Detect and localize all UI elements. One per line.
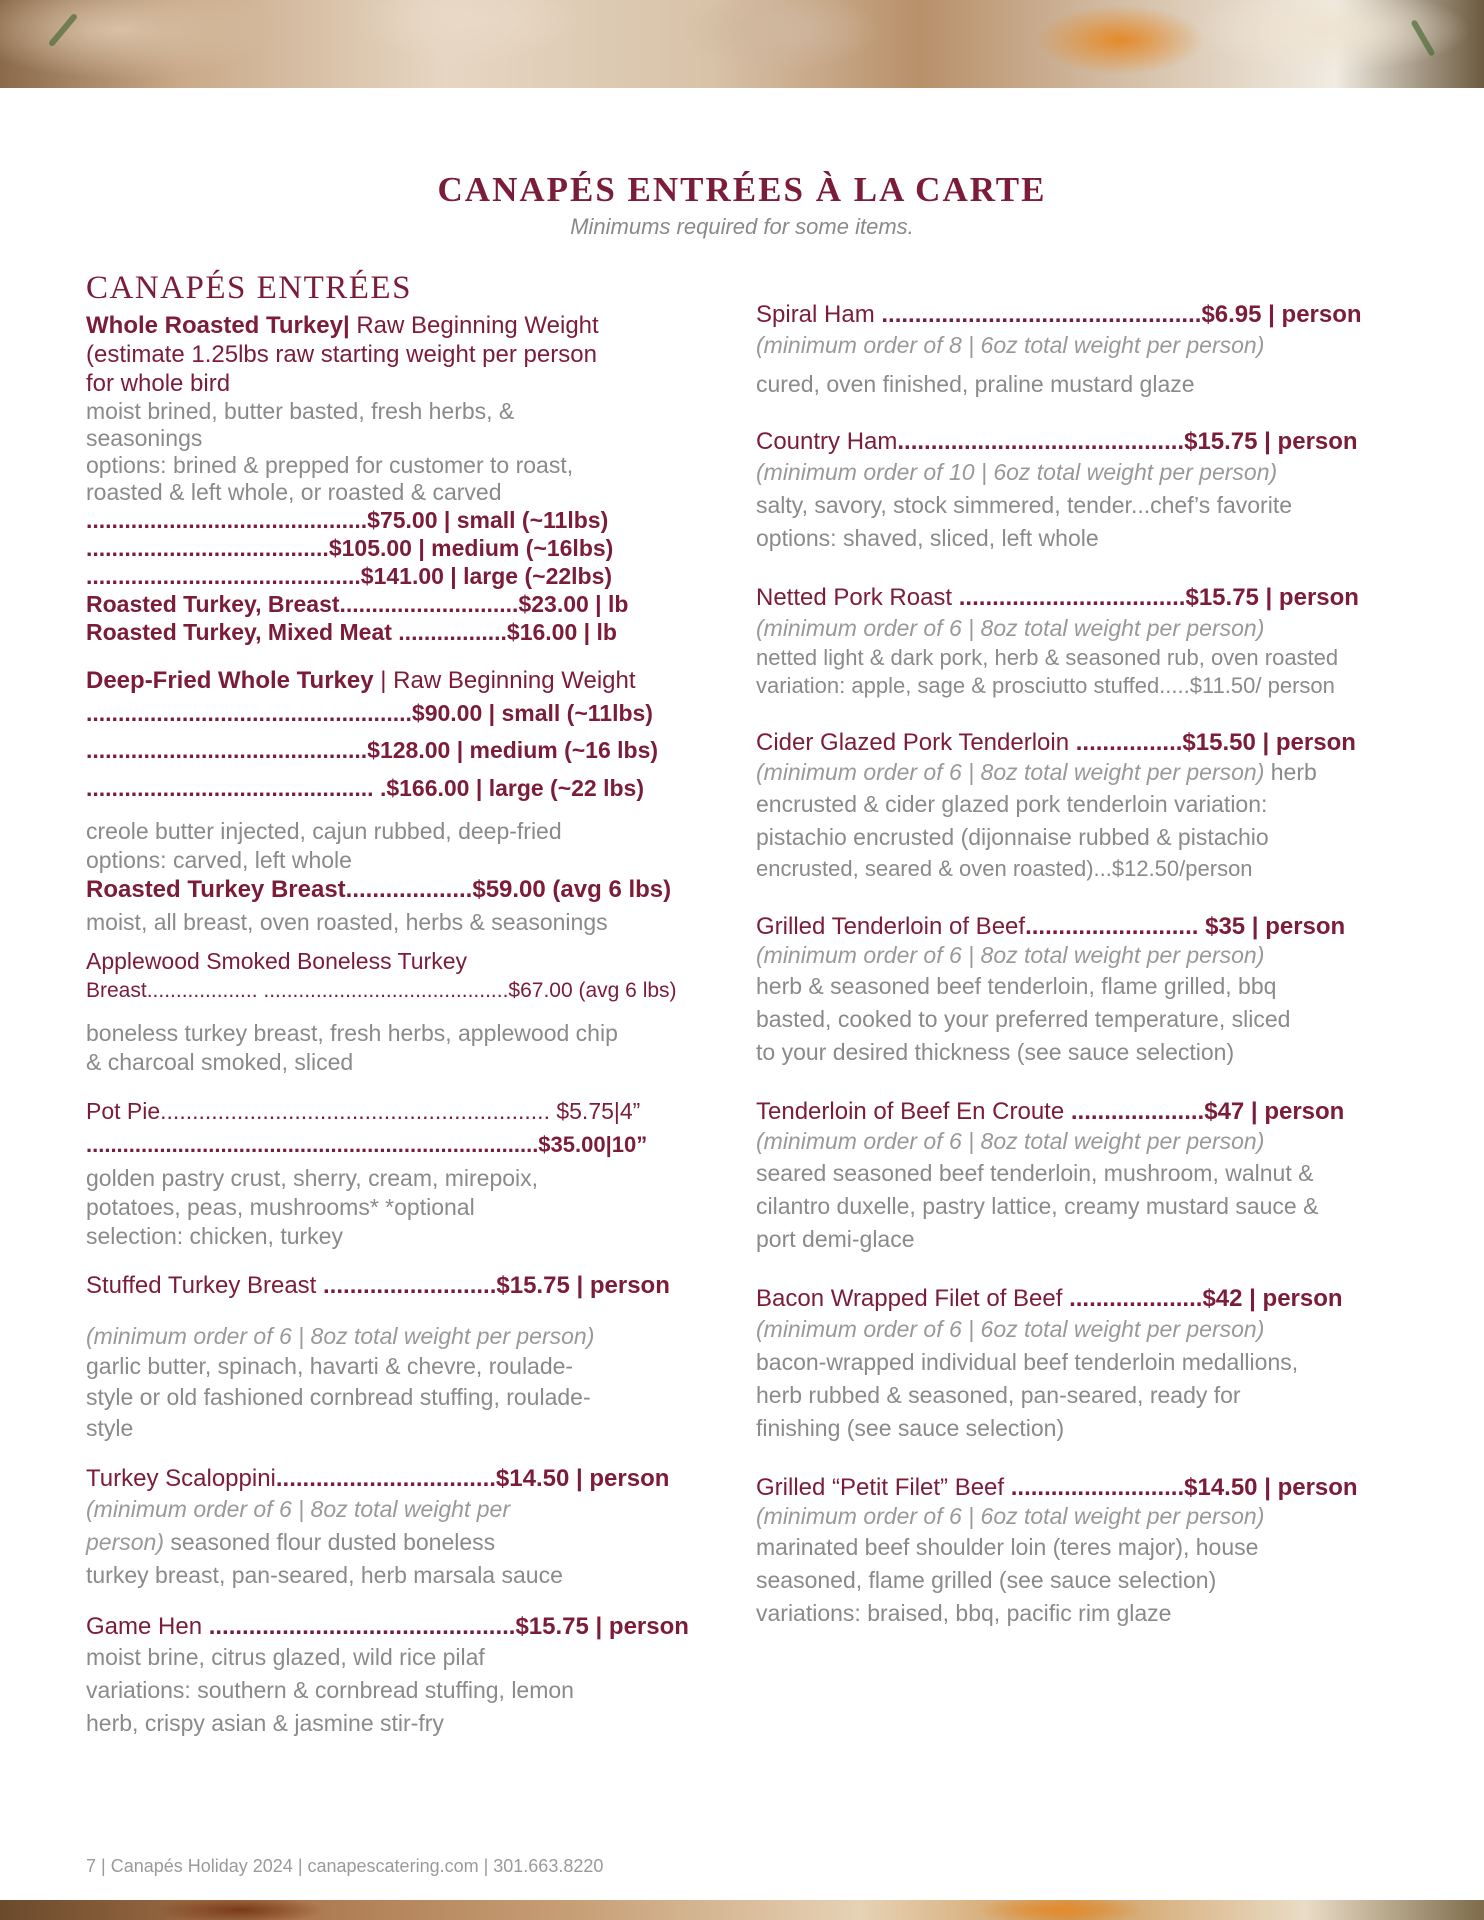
left-column	[86, 270, 726, 1740]
rosemary-sprig-icon	[1410, 19, 1435, 57]
menu-item-spiral-ham: Spiral Ham ................................................$6.95 | person (minimum order of 8 | 6oz total weight per person) cured, oven finished, praline mustard glaze	[756, 301, 1362, 397]
page-title: CANAPÉS ENTRÉES À LA CARTE	[437, 170, 1047, 209]
price-small: ............................................$75.00 | small (~11lbs)	[86, 507, 609, 533]
item-name: Country Ham	[756, 428, 898, 455]
menu-item-beef-en-croute: Tenderloin of Beef En Croute ....................$47 | person (minimum order of 6 | 8oz total weight per person) seared seasoned beef tenderloin, mushroom, walnut & cilantro duxelle, pastry lattice, creamy mustard sauce & port demi-glace	[756, 1098, 1345, 1252]
item-name: Netted Pork Roast	[756, 584, 959, 611]
item-name: Whole Roasted Turkey	[86, 312, 343, 339]
menu-item-stuffed-turkey-breast: Stuffed Turkey Breast ..........................$15.75 | person (minimum order of 6 | 8oz total weight per person) garlic butter, spinach, havarti & chevre, roulade- style or old fashioned cornbread stuffing, roulade- style	[86, 1272, 670, 1441]
menu-item-roasted-turkey-breast: Roasted Turkey Breast...................$59.00 (avg 6 lbs) moist, all breast, oven roasted, herbs & seasonings	[86, 876, 672, 935]
item-name: Roasted Turkey Breast	[86, 876, 346, 903]
menu-item-country-ham: Country Ham...........................................$15.75 | person (minimum order of 10 | 6oz total weight per person) salty, savory, stock simmered, tender...chef’s favorite options: shaved, sliced, left whole	[756, 428, 1358, 551]
menu-item-turkey-scaloppini: Turkey Scaloppini.................................$14.50 | person (minimum order of 6 | 8oz total weight per person) seasoned flour dusted boneless turkey breast, pan-seared, herb marsala sauce	[86, 1465, 670, 1588]
item-name: Grilled “Petit Filet” Beef	[756, 1474, 1011, 1501]
item-name: Deep-Fried Whole Turkey	[86, 667, 374, 694]
price-large: ...........................................$141.00 | large (~22lbs)	[86, 563, 613, 589]
page-footer: 7 | Canapés Holiday 2024 | canapescatering.com | 301.663.8220	[86, 1856, 604, 1876]
section-heading: CANAPÉS ENTRÉES	[86, 270, 412, 306]
menu-item-game-hen: Game Hen ..............................................$15.75 | person moist brine, citrus glazed, wild rice pilaf variations: southern & cornbread stuffing, lemon herb, crispy asian & jasmine stir-fry	[86, 1613, 689, 1736]
menu-item-netted-pork-roast: Netted Pork Roast ..................................$15.75 | person (minimum order of 6 | 8oz total weight per person) netted light & dark pork, herb & seasoned rub, oven roasted variation: apple, sage & prosciutto stuffed.....$11.50/ person	[756, 584, 1359, 698]
menu-item-applewood-turkey-breast: Applewood Smoked Boneless Turkey Breast................... ..........................................$67.00 (avg 6 lbs) boneless turkey breast, fresh herbs, applewood chip & charcoal smoked, sliced	[86, 947, 726, 1077]
bottom-food-banner	[0, 1900, 1484, 1920]
item-name: Pot Pie............................................................. $5.75|4”	[86, 1098, 641, 1124]
item-name: Bacon Wrapped Filet of Beef	[756, 1285, 1070, 1312]
menu-item-pot-pie: Pot Pie............................................................. $5.75|4” ..........................................................................$35.00|10” golden pastry crust, sherry, cream, mirepoix, potatoes, peas, mushrooms* *optional selection: chicken, turkey	[86, 1097, 726, 1251]
item-name: Stuffed Turkey Breast	[86, 1272, 324, 1299]
price-mixed-meat: Roasted Turkey, Mixed Meat .................$16.00 | lb	[86, 619, 617, 645]
page-subtitle: Minimums required for some items.	[570, 214, 914, 239]
item-name: Grilled Tenderloin of Beef	[756, 913, 1026, 940]
item-name: Cider Glazed Pork Tenderloin	[756, 729, 1076, 756]
item-name: Tenderloin of Beef En Croute	[756, 1098, 1071, 1125]
price-breast: Roasted Turkey, Breast............................$23.00 | lb	[86, 591, 629, 617]
menu-item-cider-pork-tenderloin: Cider Glazed Pork Tenderloin ................$15.50 | person (minimum order of 6 | 8oz total weight per person) herb encrusted & cider glazed pork tenderloin variation: pistachio encrusted (dijonnaise rubbed & pistachio encrusted, seared & oven roasted)...$12.50/person	[756, 729, 1356, 881]
item-name: Turkey Scaloppini	[86, 1465, 276, 1492]
menu-item-deep-fried-turkey: Deep-Fried Whole Turkey | Raw Beginning Weight ...................................................$90.00 | small (~11lbs) ............................................$128.00 | medium (~16 lbs) ............................................. .$166.00 | large (~22 lbs) creole butter injected, cajun rubbed, deep-fried options: carved, left whole	[86, 667, 659, 873]
item-name: Game Hen	[86, 1613, 209, 1640]
menu-item-whole-roasted-turkey: Whole Roasted Turkey| Raw Beginning Weight (estimate 1.25lbs raw starting weight per person for whole bird moist brined, butter basted, fresh herbs, & seasonings options: brined & prepped for customer to roast, roasted & left whole, or roasted & carved ............................................$75.00 | small (~11lbs) ......................................$105.00 | medium (~16lbs) ...........................................$141.00 | large (~22lbs) Roasted Turkey, Breast............................$23.00 | lb Roasted Turkey, Mixed Meat .................$16.00 | lb	[86, 311, 726, 646]
top-food-banner	[0, 0, 1484, 88]
price-medium: ......................................$105.00 | medium (~16lbs)	[86, 535, 614, 561]
rosemary-sprig-icon	[48, 13, 78, 47]
item-name: Spiral Ham	[756, 301, 882, 328]
menu-item-grilled-beef-tenderloin: Grilled Tenderloin of Beef.......................... $35 | person (minimum order of 6 | 8oz total weight per person) herb & seasoned beef tenderloin, flame grilled, bbq basted, cooked to your preferred temperature, sliced to your desired thickness (see sauce selection)	[756, 913, 1346, 1065]
item-name: Applewood Smoked Boneless Turkey	[86, 948, 467, 974]
menu-item-petit-filet: Grilled “Petit Filet” Beef ..........................$14.50 | person (minimum order of 6 | 6oz total weight per person) marinated beef shoulder loin (teres major), house seasoned, flame grilled (see sauce selection) variations: braised, bbq, pacific rim glaze	[756, 1474, 1358, 1626]
menu-item-bacon-wrapped-filet: Bacon Wrapped Filet of Beef ....................$42 | person (minimum order of 6 | 6oz total weight per person) bacon-wrapped individual beef tenderloin medallions, herb rubbed & seasoned, pan-seared, ready for finishing (see sauce selection)	[756, 1285, 1343, 1441]
right-column	[756, 300, 1436, 1630]
